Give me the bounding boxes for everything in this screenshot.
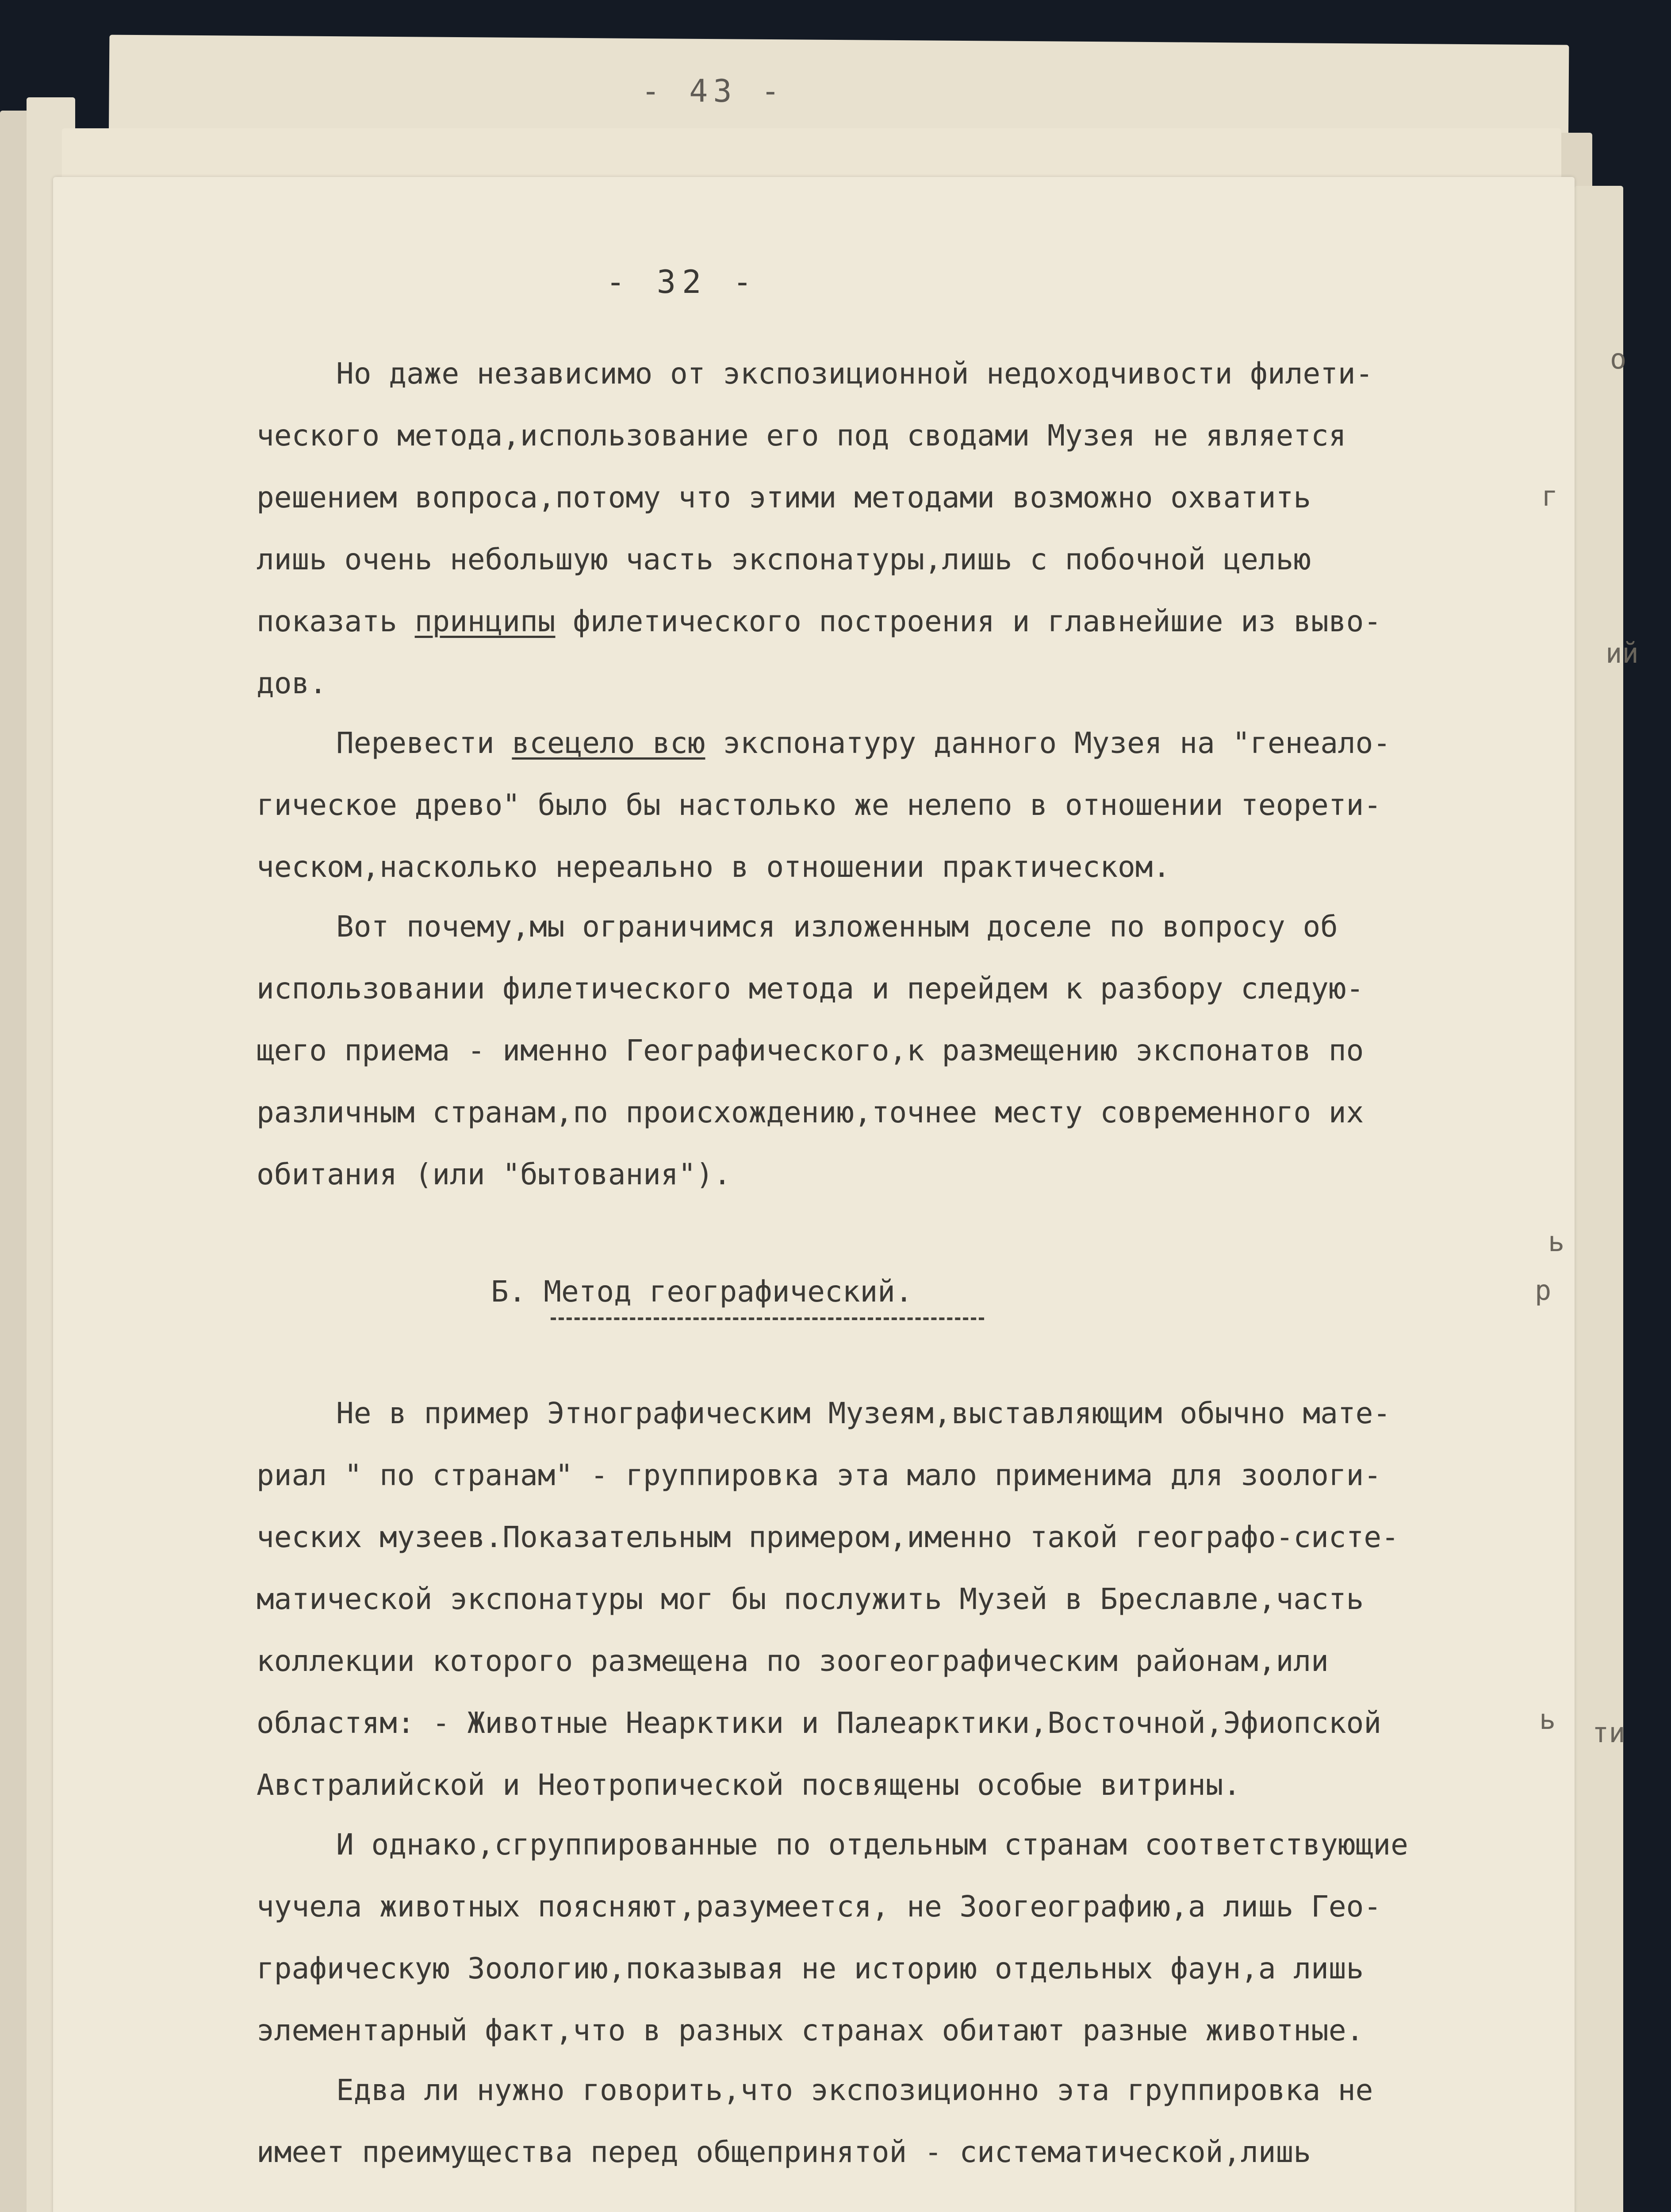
text-line: элементарный факт,что в разных странах обитают разные животные.: [257, 2013, 1364, 2047]
text-line: обитания (или "бытования").: [257, 1157, 731, 1191]
text-line: чучела животных поясняют,разумеется, не Зоогеографию,а лишь Гео-: [257, 1889, 1382, 1924]
text-line: графическую Зоологию,показывая не историю отдельных фаун,а лишь: [257, 1951, 1364, 1985]
section-heading: Б. Метод географический.: [491, 1275, 913, 1309]
text-line: Едва ли нужно говорить,что экспозиционно эта группировка не: [336, 2073, 1373, 2107]
edge-mark: р: [1535, 1274, 1552, 1306]
text-line: гическое древо" было бы настолько же нелепо в отношении теорети-: [257, 788, 1382, 822]
back-page-number: - 43 -: [641, 73, 785, 109]
edge-mark: ь: [1548, 1225, 1565, 1258]
text-line: ческого метода,использование его под сводами Музея не является: [257, 419, 1346, 453]
page-number: - 32 -: [606, 263, 759, 300]
text-line: имеет преимущества перед общепринятой - систематической,лишь: [257, 2135, 1311, 2169]
edge-mark: о: [1610, 343, 1627, 375]
edge-mark: ий: [1606, 637, 1639, 669]
text-line: риал " по странам" - группировка эта мало применима для зоологи-: [257, 1458, 1382, 1492]
text-line: различным странам,по происхождению,точнее месту современного их: [257, 1095, 1364, 1129]
right-stack-edge-2: [1575, 186, 1623, 2212]
text-line: Не в пример Этнографическим Музеям,выставляющим обычно мате-: [336, 1396, 1391, 1430]
text-line: Австралийской и Неотропической посвящены особые витрины.: [257, 1768, 1241, 1802]
text-line: Но даже независимо от экспозиционной недоходчивости филети-: [336, 357, 1373, 391]
text-line-with-underline: Перевести всецело всю экспонатуру данного Музея на "генеало-: [336, 726, 1391, 760]
text-line: ческих музеев.Показательным примером,именно такой географо-систе-: [257, 1520, 1399, 1554]
edge-mark: ь: [1539, 1703, 1556, 1736]
text-line: коллекции которого размещена по зоогеографическим районам,или: [257, 1644, 1329, 1678]
edge-mark: ти: [1592, 1717, 1625, 1749]
text-line: Вот почему,мы ограничимся изложенным доселе по вопросу об: [336, 910, 1338, 944]
text-line: матической экспонатуры мог бы послужить Музей в Бреславле,часть: [257, 1582, 1364, 1616]
heading-underline: [551, 1317, 984, 1320]
text-line: щего приема - именно Географического,к размещению экспонатов по: [257, 1033, 1364, 1068]
text-line: дов.: [257, 666, 327, 700]
text-line: И однако,сгруппированные по отдельным странам соответствующие: [336, 1828, 1408, 1862]
text-line: решением вопроса,потому что этими методами возможно охватить: [257, 480, 1311, 515]
text-line: ческом,насколько нереально в отношении практическом.: [257, 850, 1171, 884]
text-line-with-underline: показать принципы филетического построения и главнейшие из выво-: [257, 604, 1382, 638]
text-line: использовании филетического метода и перейдем к разбору следую-: [257, 972, 1364, 1006]
edge-mark: г: [1541, 480, 1558, 512]
text-line: областям: - Животные Неарктики и Палеарктики,Восточной,Эфиопской: [257, 1706, 1382, 1740]
text-line: лишь очень небольшую часть экспонатуры,лишь с побочной целью: [257, 542, 1311, 576]
